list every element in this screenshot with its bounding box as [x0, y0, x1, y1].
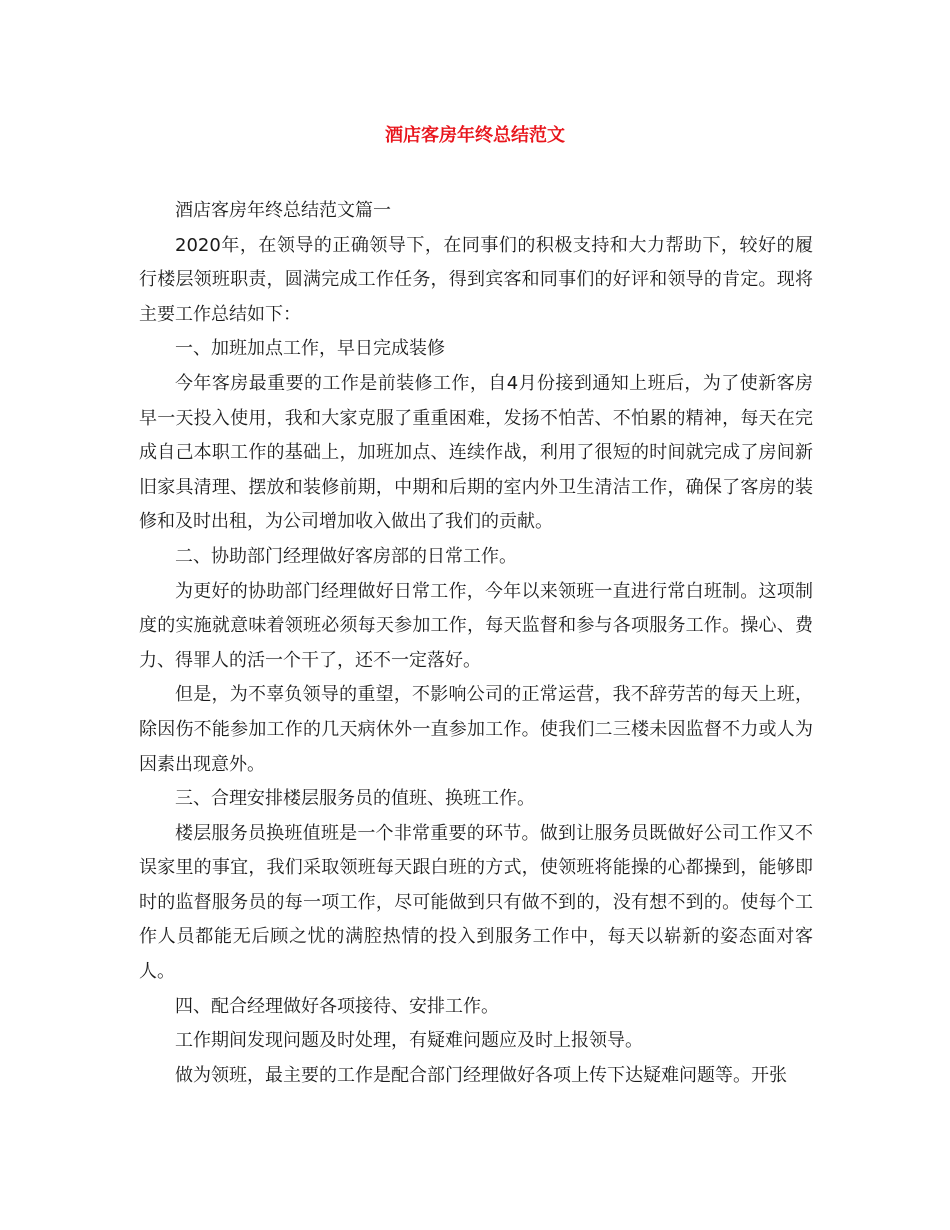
paragraph: 为更好的协助部门经理做好日常工作，今年以来领班一直进行常白班制。这项制度的实施就意味着领班必须每天参加工作，每天监督和参与各项服务工作。操心、费力、得罪人的活一个干了，还不一定落好。 [139, 580, 813, 671]
paragraph-section-label: 酒店客房年终总结范文篇一 [175, 200, 391, 221]
paragraph: 今年客房最重要的工作是前装修工作，自4月份接到通知上班后，为了使新客房早一天投入使用，我和大家克服了重重困难，发扬不怕苦、不怕累的精神，每天在完成自己本职工作的基础上，加班加点、连续作战，利用了很短的时间就完成了房间新旧家具清理、摆放和装修前期，中期和后期的室内外卫生清洁工作，确保了客房的装修和及时出租，为公司增加收入做出了我们的贡献。 [139, 372, 813, 533]
document-body [139, 194, 813, 1093]
section-heading: 二、协助部门经理做好客房部的日常工作。 [175, 545, 517, 567]
section-heading: 三、合理安排楼层服务员的值班、换班工作。 [175, 788, 535, 810]
paragraph: 但是，为不辜负领导的重望，不影响公司的正常运营，我不辞劳苦的每天上班，除因伤不能参加工作的几天病休外一直参加工作。使我们二三楼未因监督不力或人为因素出现意外。 [139, 684, 813, 775]
paragraph: 楼层服务员换班值班是一个非常重要的环节。做到让服务员既做好公司工作又不误家里的事宜，我们采取领班每天跟白班的方式，使领班将能操的心都操到，能够即时的监督服务员的每一项工作，尽可能做到只有做不到的，没有想不到的。使每个工作人员都能无后顾之忧的满腔热情的投入到服务工作中，每天以崭新的姿态面对客人。 [139, 822, 813, 983]
paragraph: 工作期间发现问题及时处理，有疑难问题应及时上报领导。 [175, 1030, 643, 1052]
paragraph: 2020年，在领导的正确领导下，在同事们的积极支持和大力帮助下，较好的履行楼层领班职责，圆满完成工作任务，得到宾客和同事们的好评和领导的肯定。现将主要工作总结如下： [139, 234, 813, 325]
section-heading: 一、加班加点工作，早日完成装修 [175, 338, 445, 360]
section-heading: 四、配合经理做好各项接待、安排工作。 [175, 995, 499, 1017]
paragraph: 做为领班，最主要的工作是配合部门经理做好各项上传下达疑难问题等。开张 [175, 1064, 787, 1086]
document-title: 酒店客房年终总结范文 [385, 125, 565, 146]
